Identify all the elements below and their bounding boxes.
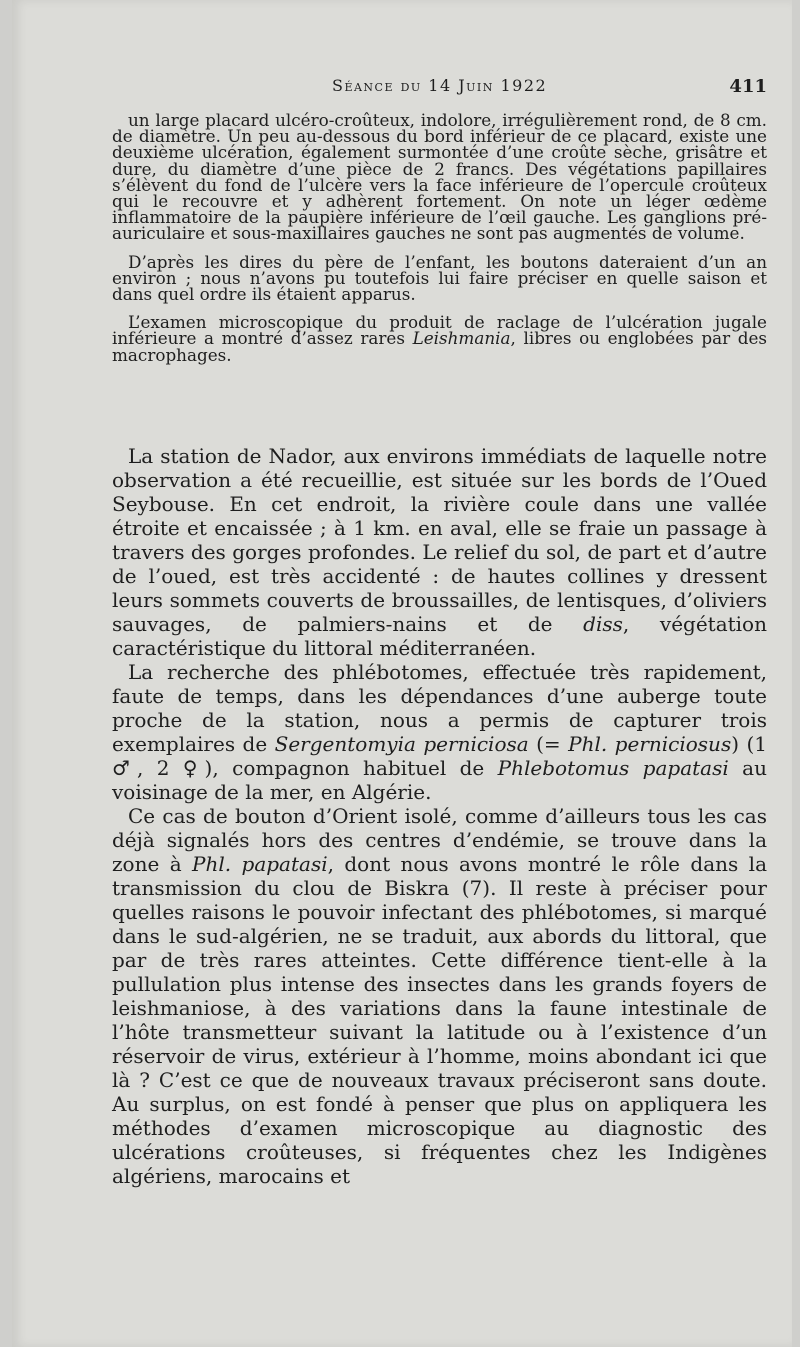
text-run: La recherche des phlébotomes, effectuée très rapidement, faute de temps, dans les dépendances d’une auberge toute proche de la station, nous a permis de capturer trois exemplaires de	[112, 660, 767, 756]
book-page	[12, 0, 792, 1347]
paragraph-nador-station	[112, 444, 767, 660]
text-run: ) (1 ♂, 2 ♀), compagnon habituel de	[112, 732, 767, 780]
text-run: Ce cas de bouton d’Orient isolé, comme d’ailleurs tous les cas déjà signalés hors des centres d’endémie, se trouve dans la zone à	[112, 804, 767, 876]
italic-term: diss	[583, 612, 623, 636]
page-header	[112, 72, 767, 102]
italic-term: Phl. papatasi	[192, 852, 328, 876]
text-run: , végétation caractéristique du littoral méditerranéen.	[112, 612, 767, 660]
italic-term: Leishmania	[412, 328, 511, 349]
page-number: 411	[729, 76, 767, 97]
text-run: , libres ou englobées par des macrophages.	[112, 328, 768, 365]
text-run: , dont nous avons montré le rôle dans la transmission du clou de Biskra (7). Il reste à préciser pour quelles raisons le pouvoir infectant des phlébotomes, si marqué dans le sud-algérien, ne se traduit, aux abords du littoral, que par de très rares atteintes. Cette différence tient-elle à la pullulation plus intense des insectes dans les grands foyers de leishmaniose, à des variations dans la faune intestinale de l’hôte transmetteur suivant la latitude ou à l’existence d’un réservoir de virus, extérieur à l’homme, moins abondant ici que là ? C’est ce que de nouveaux travaux préciseront sans doute. Au surplus, on est fondé à penser que plus on appliquera les méthodes d’examen microscopique au diagnostic des ulcérations croûteuses, si fréquentes chez les Indigènes algériens, marocains et	[112, 852, 768, 1188]
discussion-text	[112, 444, 767, 1188]
paragraph-history: D’après les dires du père de l’enfant, les boutons dateraient d’un an environ ; nous n’avons pu toutefois lui faire préciser en quelle saison et dans quel ordre ils étaient apparus.	[112, 251, 767, 305]
paragraph-oriental-sore	[112, 804, 767, 1188]
text-run: La station de Nador, aux environs immédiats de laquelle notre observation a été recueillie, est située sur les bords de l’Oued Seybouse. En cet endroit, la rivière coule dans une vallée étroite et encaissée ; à 1 km. en aval, elle se fraie un passage à travers des gorges profondes. Le relief du sol, de part et d’autre de l’oued, est très accidenté : de hautes collines y dressent leurs sommets couverts de broussailles, de lentisques, d’oliviers sauvages, de palmiers-nains et de	[112, 444, 767, 636]
text-run: au voisinage de la mer, en Algérie.	[112, 756, 767, 804]
paragraph-phlebotomus-search	[112, 660, 767, 804]
paragraph-lesion-description: un large placard ulcéro-croûteux, indolore, irrégulièrement rond, de 8 cm. de diamètre. Un peu au-dessous du bord inférieur de ce placard, existe une deuxième ulcération, également surmontée d’une croûte sèche, grisâtre et dure, du diamètre d’une pièce de 2 francs. Des végétations papillaires s’élèvent du fond de l’ulcère vers la face inférieure de l’opercule croûteux qui le recouvre et y adhèrent fortement. On note un léger œdème inflammatoire de la paupière inférieure de l’œil gauche. Les ganglions pré-auriculaire et sous-maxillaires gauches ne sont pas augmentés de volume.	[112, 110, 767, 244]
text-run: (=	[528, 732, 569, 756]
running-head: Séance du 14 Juin 1922	[332, 76, 548, 95]
paragraph-microscopy	[112, 314, 767, 363]
italic-term: Phl. perniciosus	[568, 732, 732, 756]
case-report-text	[112, 112, 767, 363]
italic-term: Sergentomyia perniciosa	[274, 732, 529, 756]
text-run: L’examen microscopique du produit de raclage de l’ulcération jugale inférieure a montré d’assez rares	[112, 312, 767, 349]
italic-term: Phlebotomus papatasi	[497, 756, 729, 780]
